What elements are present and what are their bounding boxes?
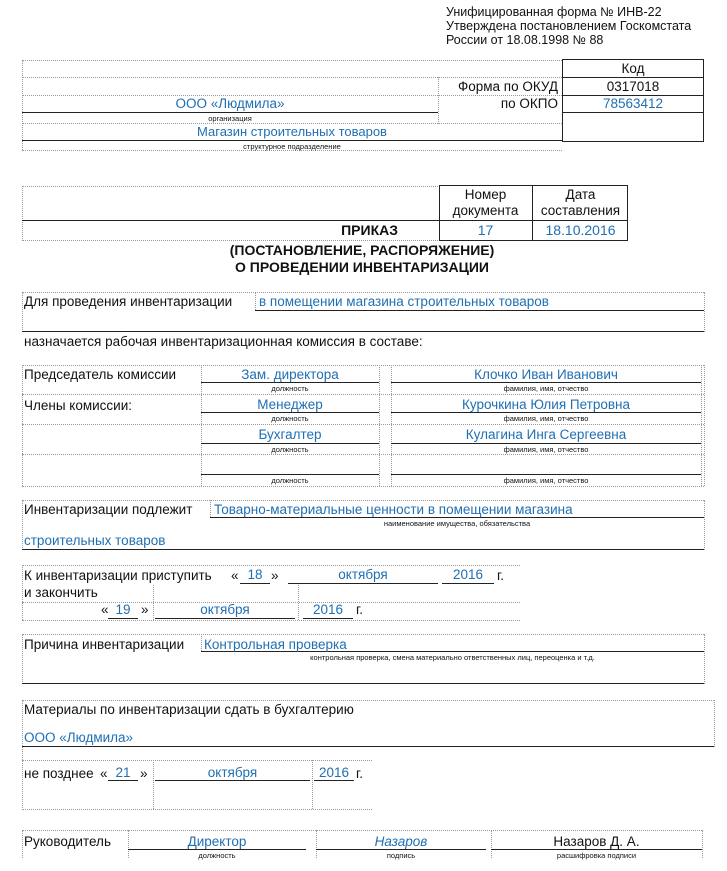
signature-sign-caption: подпись [386, 851, 416, 860]
signature-name-caption: расшифровка подписи [556, 851, 637, 860]
deadline-quote-open: « [100, 766, 108, 781]
doc-date-label: Дата составления [540, 187, 621, 218]
signature-sign: Назаров [374, 834, 428, 849]
form-header-line3: России от 18.08.1998 № 88 [446, 33, 604, 47]
start-year: 2016 [452, 567, 484, 582]
subject-caption: наименование имущества, обязательства [383, 519, 531, 528]
start-quote-open: « [231, 568, 239, 583]
doc-title-prikaz: ПРИКАЗ [341, 222, 398, 238]
position-caption: должность [271, 414, 309, 423]
name-caption: фамилия, имя, отчество [503, 445, 589, 454]
position-caption: должность [271, 445, 309, 454]
deadline-quote-close: » [140, 766, 148, 781]
subject-value-line1: Товарно-материальные ценности в помещении магазина [214, 502, 573, 517]
commission-position: Бухгалтер [258, 427, 322, 442]
kod-label: Код [621, 61, 645, 76]
members-label: Члены комиссии: [24, 398, 133, 413]
end-day: 19 [115, 602, 131, 617]
org-division-caption: структурное подразделение [243, 142, 341, 151]
reason-caption: контрольная проверка, смена материально ответственных лиц, переоценка и т.д. [310, 653, 595, 662]
end-year-suffix: г. [356, 602, 364, 617]
signature-name: Назаров Д. А. [553, 834, 640, 849]
okud-label: Форма по ОКУД [457, 79, 558, 94]
signature-label: Руководитель [24, 834, 111, 849]
okud-value: 0317018 [606, 79, 660, 94]
reason-label: Причина инвентаризации [24, 637, 185, 652]
chair-label: Председатель комиссии [24, 367, 177, 382]
start-label: К инвентаризации приступить [24, 568, 212, 583]
doc-number-value: 17 [477, 222, 494, 238]
org-division: Магазин строительных товаров [197, 124, 387, 139]
doc-date-value: 18.10.2016 [545, 222, 616, 238]
handover-label: Материалы по инвентаризации сдать в бухгалтерию [24, 702, 354, 717]
end-quote-close: » [141, 602, 149, 617]
start-year-suffix: г. [497, 568, 505, 583]
deadline-month: октября [207, 765, 258, 780]
name-caption: фамилия, имя, отчество [503, 384, 589, 393]
commission-position: Менеджер [257, 397, 323, 412]
signature-position: Директор [187, 834, 247, 849]
purpose-label: Для проведения инвентаризации [24, 294, 233, 309]
org-name-caption: организация [208, 114, 252, 123]
deadline-label: не позднее [24, 766, 94, 781]
doc-title-line3: О ПРОВЕДЕНИИ ИНВЕНТАРИЗАЦИИ [235, 259, 489, 275]
deadline-day: 21 [115, 765, 131, 780]
handover-org: ООО «Людмила» [24, 730, 134, 745]
commission-name: Клочко Иван Иванович [474, 367, 618, 382]
okpo-value: 78563412 [602, 96, 664, 111]
commission-name: Кулагина Инга Сергеевна [465, 427, 627, 442]
name-caption: фамилия, имя, отчество [503, 476, 589, 485]
okpo-label: по ОКПО [500, 96, 558, 111]
form-header-line2: Утверждена постановлением Госкомстата [446, 19, 692, 33]
name-caption: фамилия, имя, отчество [503, 414, 589, 423]
purpose-value: в помещении магазина строительных товаров [259, 294, 549, 309]
form-header-line1: Унифицированная форма № ИНВ-22 [446, 5, 662, 19]
doc-title-line2: (ПОСТАНОВЛЕНИЕ, РАСПОРЯЖЕНИЕ) [229, 242, 495, 258]
end-year: 2016 [312, 602, 344, 617]
end-quote-open: « [101, 602, 109, 617]
commission-position: Зам. директора [241, 367, 339, 382]
end-month: октября [200, 602, 250, 617]
subject-label: Инвентаризации подлежит [24, 502, 193, 517]
commission-intro: назначается рабочая инвентаризационная комиссия в составе: [24, 334, 423, 349]
org-name: ООО «Людмила» [175, 96, 285, 111]
deadline-year-suffix: г. [356, 766, 364, 781]
signature-position-caption: должность [198, 851, 236, 860]
subject-value-line2: строительных товаров [24, 533, 166, 548]
deadline-year: 2016 [318, 765, 350, 780]
start-day: 18 [247, 567, 263, 582]
position-caption: должность [271, 384, 309, 393]
doc-number-label: Номер документа [452, 187, 519, 218]
reason-value: Контрольная проверка [204, 637, 347, 652]
commission-name: Курочкина Юлия Петровна [462, 397, 630, 412]
position-caption: должность [271, 476, 309, 485]
end-label: и закончить [24, 585, 98, 600]
start-quote-close: » [271, 568, 279, 583]
start-month: октября [338, 567, 388, 582]
